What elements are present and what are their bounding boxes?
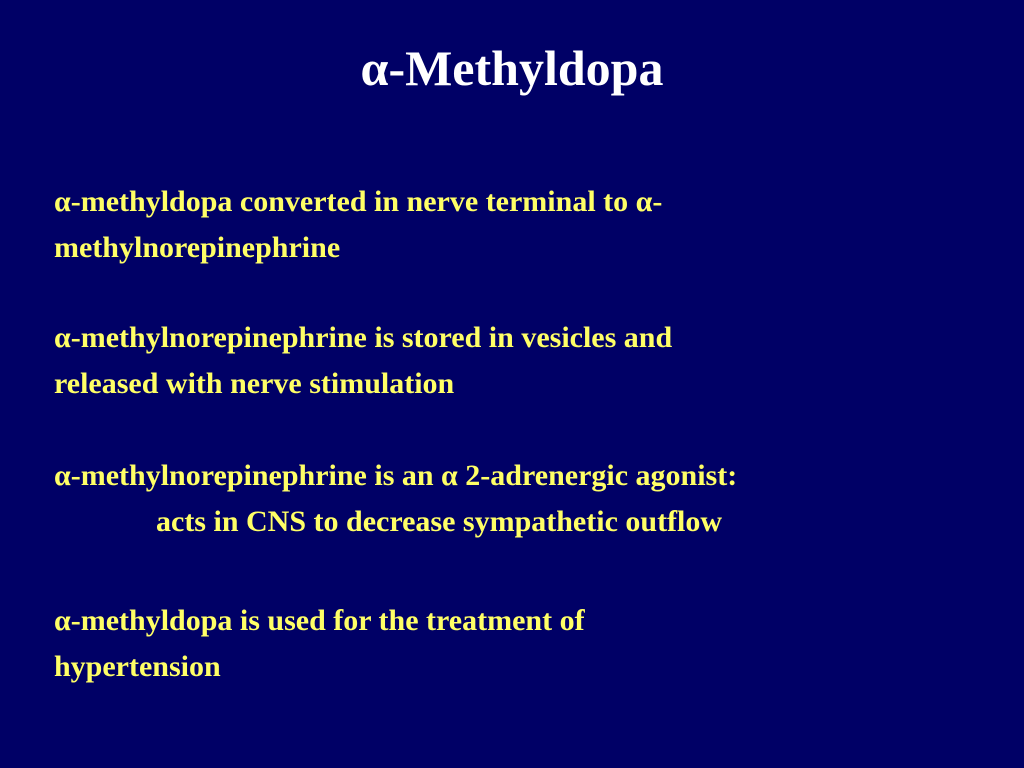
paragraph-treatment <box>54 598 585 690</box>
paragraph-line: α-methyldopa is used for the treatment of <box>54 604 585 637</box>
paragraph-conversion <box>54 179 662 271</box>
paragraph-line-indented: acts in CNS to decrease sympathetic outflow <box>156 505 723 538</box>
paragraph-line: hypertension <box>54 650 221 683</box>
slide-title: α-Methyldopa <box>360 40 664 96</box>
paragraph-line: released with nerve stimulation <box>54 367 455 400</box>
paragraph-storage <box>54 315 672 407</box>
paragraph-agonist <box>54 453 737 545</box>
paragraph-line: methylnorepinephrine <box>54 231 341 264</box>
paragraph-line: α-methylnorepinephrine is an α 2-adrenergic agonist: <box>54 459 738 492</box>
paragraph-line: α-methylnorepinephrine is stored in vesicles and <box>54 321 673 354</box>
paragraph-line: α-methyldopa converted in nerve terminal to α- <box>54 185 663 218</box>
